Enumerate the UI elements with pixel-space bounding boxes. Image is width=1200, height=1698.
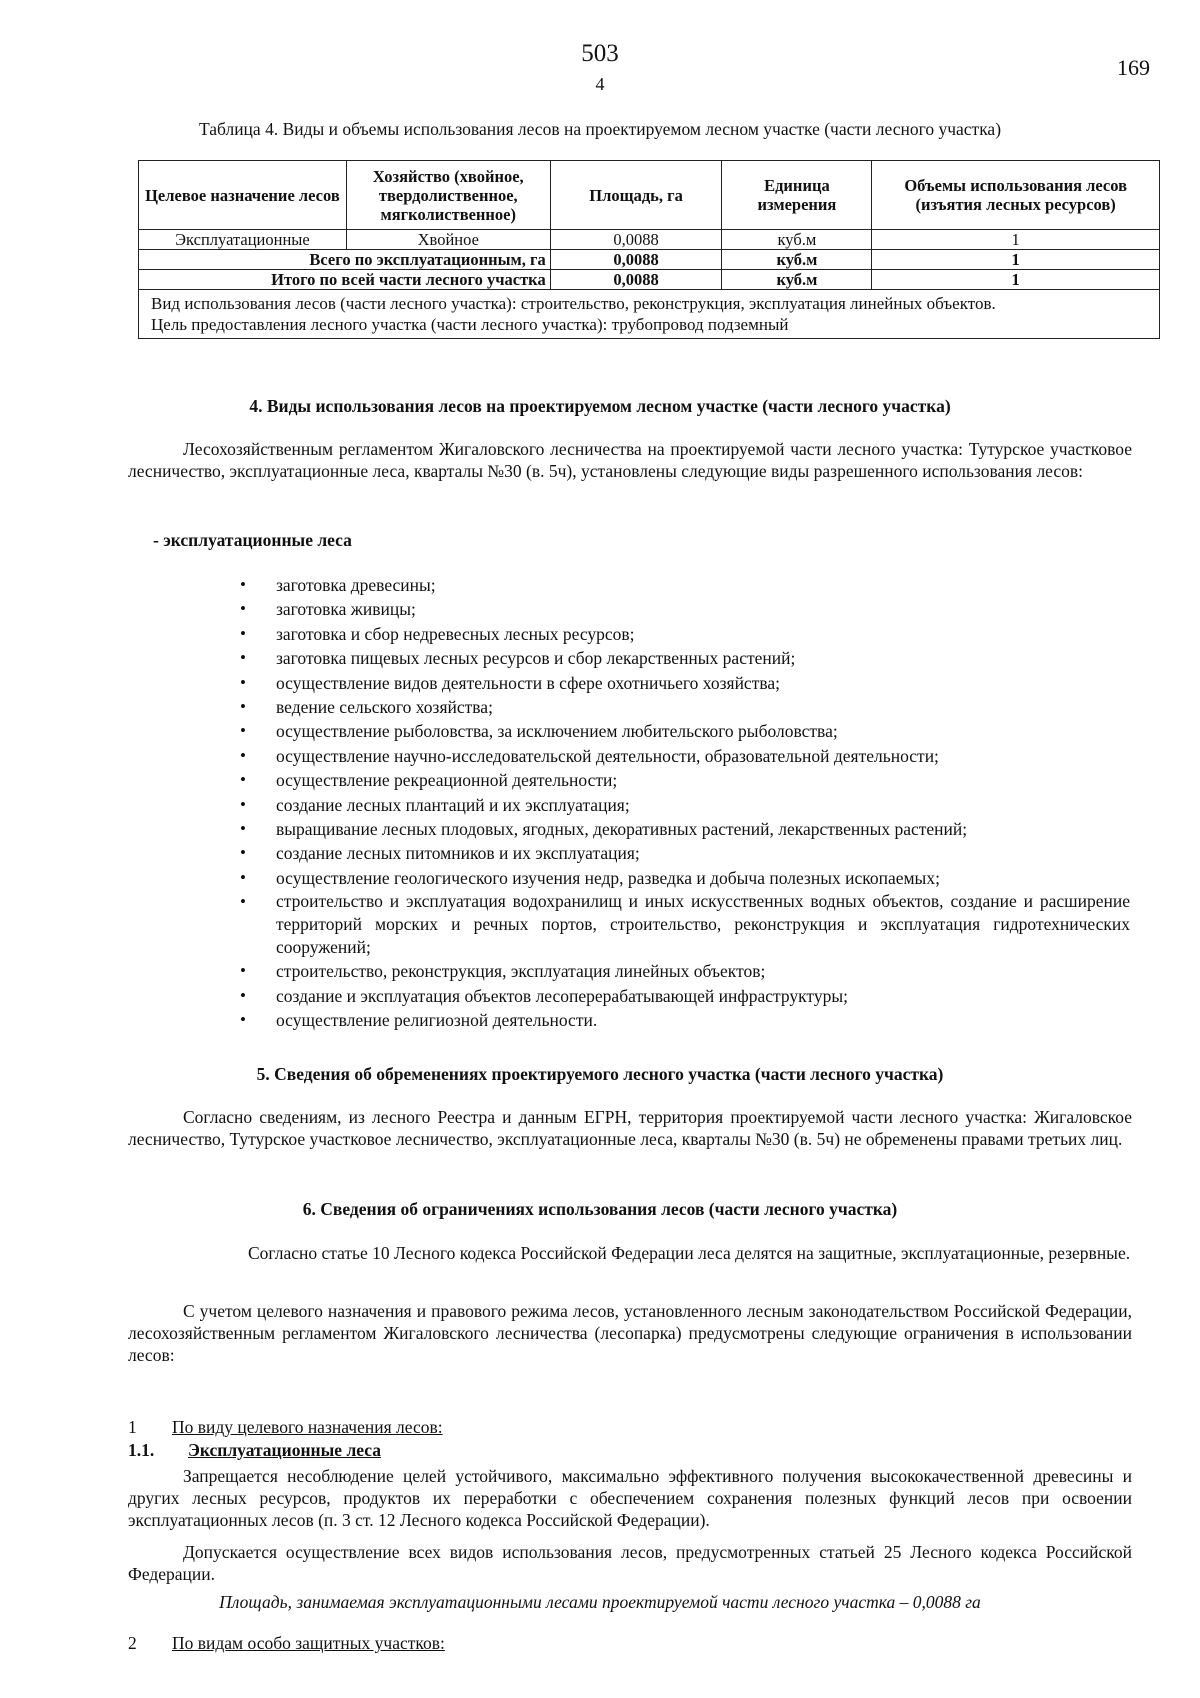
cell-farm-type: Хвойное	[346, 230, 550, 250]
list-item: • осуществление религиозной деятельности.	[240, 1008, 1130, 1032]
table-caption: Таблица 4. Виды и объемы использования лесов на проектируемом лесном участке (части лесного участка)	[198, 119, 1002, 139]
list-item: • заготовка и сбор недревесных лесных ресурсов;	[240, 622, 1130, 646]
table-grand-total-row	[139, 270, 1160, 290]
section6-heading: 6. Сведения об ограничениях использования лесов (части лесного участка)	[302, 1199, 898, 1219]
list-item: • осуществление научно-исследовательской деятельности, образовательной деятельности;	[240, 744, 1130, 768]
cell-purpose: Эксплуатационные	[139, 230, 347, 250]
total-unit: куб.м	[722, 250, 872, 270]
page-number-right: 169	[1117, 55, 1150, 80]
list-item: • осуществление геологического изучения недр, разведка и добыча полезных ископаемых;	[240, 866, 1130, 890]
grand-total-volume: 1	[872, 270, 1160, 290]
table-note-row	[139, 290, 1160, 339]
item-label: По видам особо защитных участков:	[172, 1633, 445, 1653]
restriction-item-1	[128, 1417, 443, 1438]
note-use-type: Вид использования лесов (части лесного участка): строительство, реконструкция, эксплуатация линейных объектов.	[151, 294, 996, 313]
section6-paragraph-2: С учетом целевого назначения и правового режима лесов, установленного лесным законодательством Российской Федерации, лесохозяйственным регламентом Жигаловского лесничества (лесопарка) предусмотрены следующие ограничения в использовании лесов:	[128, 1301, 1132, 1365]
cell-unit: куб.м	[722, 230, 872, 250]
header-farm-type: Хозяйство (хвойное, твердолиственное, мягколиственное)	[346, 161, 550, 230]
section6-paragraph-3: Запрещается несоблюдение целей устойчивого, максимально эффективного получения высококачественной древесины и других лесных ресурсов, продуктов их переработки с обеспечением сохранения полезных функций лесов при освоении эксплуатационных лесов (п. 3 ст. 12 Лесного кодекса Российской Федерации).	[128, 1466, 1132, 1530]
section6-paragraph-4: Допускается осуществление всех видов использования лесов, предусмотренных статьей 25 Лесного кодекса Российской Федерации.	[128, 1542, 1132, 1584]
restriction-item-1-1	[128, 1440, 381, 1461]
cell-volume: 1	[872, 230, 1160, 250]
grand-total-unit: куб.м	[722, 270, 872, 290]
total-volume: 1	[872, 250, 1160, 270]
list-item: • ведение сельского хозяйства;	[240, 695, 1130, 719]
item-label: Эксплуатационные леса	[188, 1440, 381, 1460]
list-item: • осуществление рыболовства, за исключением любительского рыболовства;	[240, 719, 1130, 743]
item-number: 2	[128, 1633, 137, 1653]
header-unit: Единица измерения	[722, 161, 872, 230]
list-item: • заготовка пищевых лесных ресурсов и сбор лекарственных растений;	[240, 646, 1130, 670]
table-note	[139, 290, 1160, 339]
section4-intro: Лесохозяйственным регламентом Жигаловского лесничества на проектируемой части лесного участка: Тутурское участковое лесничество, эксплуатационные леса, кварталы №30 (в. 5ч), установлены следующие виды разрешенного использования лесов:	[128, 439, 1132, 481]
total-label: Всего по эксплуатационным, га	[139, 250, 551, 270]
section5-heading: 5. Сведения об обременениях проектируемого лесного участка (части лесного участка)	[256, 1064, 944, 1084]
list-item: • осуществление видов деятельности в сфере охотничьего хозяйства;	[240, 671, 1130, 695]
page-number-sub: 4	[595, 74, 605, 94]
list-item: • создание лесных питомников и их эксплуатация;	[240, 841, 1130, 865]
total-area: 0,0088	[550, 250, 722, 270]
list-item: • осуществление рекреационной деятельности;	[240, 768, 1130, 792]
table-header-row	[139, 161, 1160, 230]
forest-use-table	[138, 160, 1160, 339]
note-purpose: Цель предоставления лесного участка (части лесного участка): трубопровод подземный	[151, 315, 789, 334]
list-item: • заготовка древесины;	[240, 573, 1130, 597]
table-row	[139, 230, 1160, 250]
header-area: Площадь, га	[550, 161, 722, 230]
table-total-row	[139, 250, 1160, 270]
list-item: • строительство, реконструкция, эксплуатация линейных объектов;	[240, 959, 1130, 983]
cell-area: 0,0088	[550, 230, 722, 250]
list-item: • создание лесных плантаций и их эксплуатация;	[240, 793, 1130, 817]
section4-heading: 4. Виды использования лесов на проектируемом лесном участке (части лесного участка)	[249, 396, 951, 416]
list-item: • заготовка живицы;	[240, 597, 1130, 621]
item-number: 1	[128, 1417, 137, 1437]
list-item: • строительство и эксплуатация водохранилищ и иных искусственных водных объектов, создание и расширение территорий морских и речных портов, строительство, реконструкция и эксплуатация гидротехнических сооружений;	[240, 890, 1130, 959]
section5-text: Согласно сведениям, из лесного Реестра и данным ЕГРН, территория проектируемой части лесного участка: Жигаловское лесничество, Тутурское участковое лесничество, эксплуатационные леса, кварталы №30 (в. 5ч) не обременены правами третьих лиц.	[128, 1107, 1132, 1149]
page-number-main: 503	[581, 40, 619, 67]
header-volume: Объемы использования лесов (изъятия лесных ресурсов)	[872, 161, 1160, 230]
grand-total-area: 0,0088	[550, 270, 722, 290]
header-purpose: Целевое назначение лесов	[139, 161, 347, 230]
permitted-uses-list	[240, 573, 1130, 1033]
area-note: Площадь, занимаемая эксплуатационными лесами проектируемой части лесного участка – 0,0088 га	[219, 1592, 981, 1612]
item-label: По виду целевого назначения лесов:	[172, 1417, 443, 1437]
section6-paragraph-1: Согласно статье 10 Лесного кодекса Российской Федерации леса делятся на защитные, эксплуатационные, резервные.	[248, 1243, 1131, 1263]
restriction-item-2	[128, 1633, 445, 1654]
list-item: • выращивание лесных плодовых, ягодных, декоративных растений, лекарственных растений;	[240, 817, 1130, 841]
list-item: • создание и эксплуатация объектов лесоперерабатывающей инфраструктуры;	[240, 984, 1130, 1008]
grand-total-label: Итого по всей части лесного участка	[139, 270, 551, 290]
item-number: 1.1.	[128, 1440, 155, 1460]
section4-subheading: - эксплуатационные леса	[153, 530, 352, 550]
